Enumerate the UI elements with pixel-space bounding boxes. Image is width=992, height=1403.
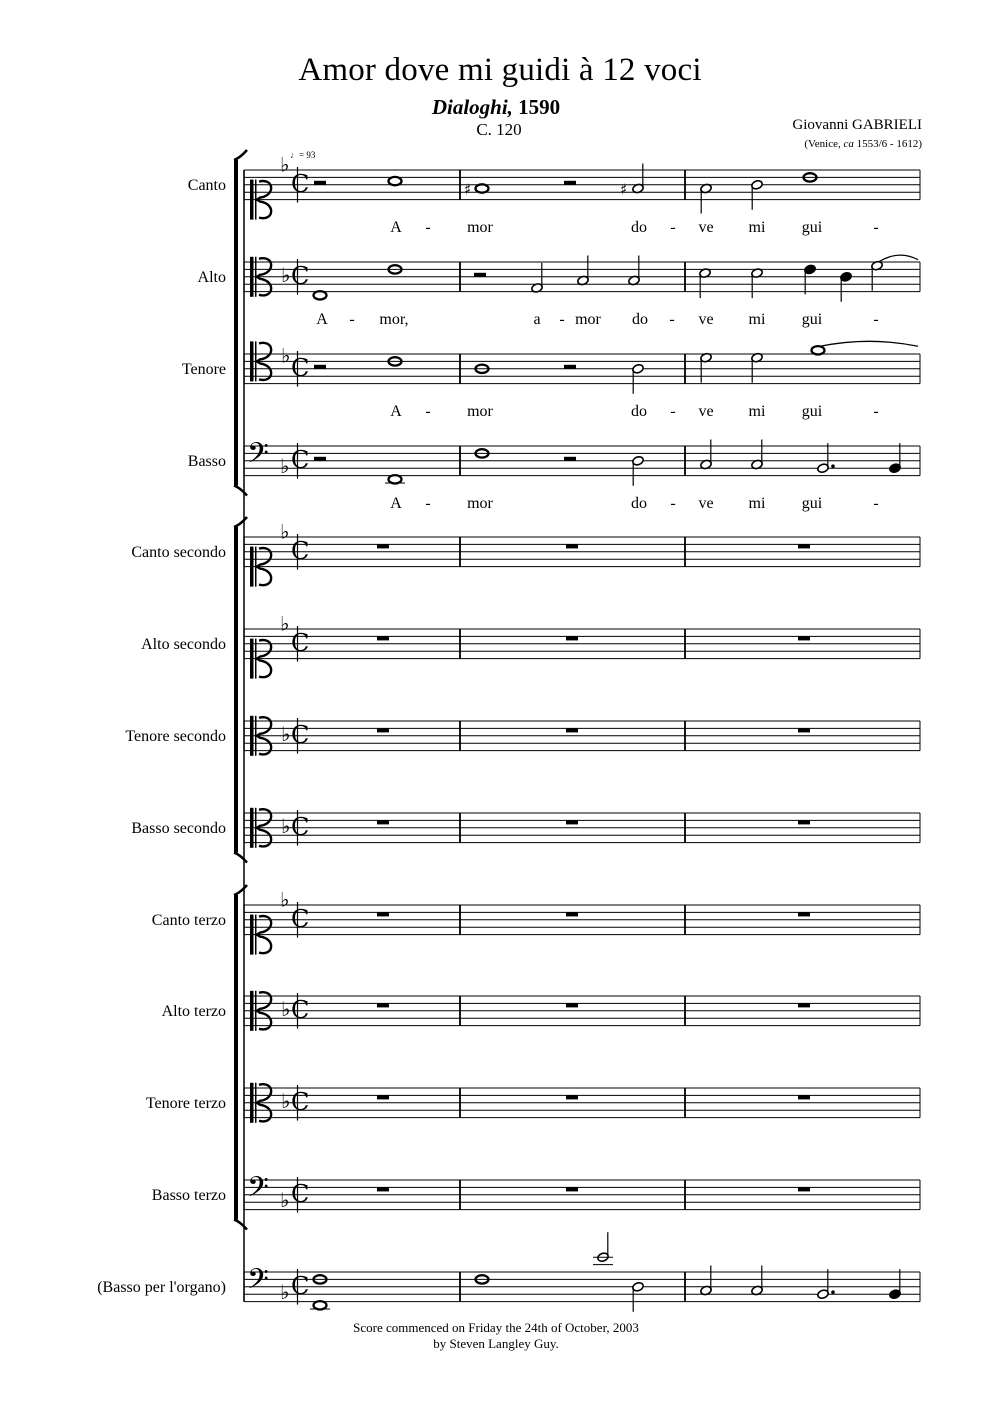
flat-sign: ♭ [281, 996, 291, 1021]
quarter-note [889, 1269, 902, 1299]
bracket-top [234, 517, 247, 527]
lyric-syllable: gui [801, 219, 823, 236]
whole-note [385, 475, 405, 483]
lyric-syllable: - [425, 403, 431, 420]
bracket-top [234, 150, 247, 160]
half-note [751, 268, 764, 298]
notehead [476, 184, 489, 192]
half-rest [314, 457, 326, 461]
time-signature: C [291, 905, 310, 933]
notehead [389, 475, 402, 483]
flat-sign: ♭ [281, 343, 291, 368]
half-rest [564, 365, 576, 369]
time-signature: C [291, 996, 310, 1024]
lyric-syllable: mi [748, 219, 766, 236]
time-signature: C [291, 1180, 310, 1208]
whole-rest [798, 1003, 810, 1007]
whole-rest [798, 1095, 810, 1099]
whole-rest [566, 1187, 578, 1191]
whole-note [314, 291, 327, 299]
half-note [751, 1266, 764, 1296]
catalog-number: C. 120 [476, 120, 522, 139]
clef-bar [250, 1083, 254, 1123]
half-note [871, 260, 884, 290]
notehead [314, 291, 327, 299]
half-note [620, 164, 644, 199]
lyric-syllable: - [873, 403, 879, 420]
half-rest [314, 365, 326, 369]
bass-clef: 𝄢 [247, 1171, 269, 1211]
staff-11 [146, 1083, 920, 1123]
flat-sign: ♭ [280, 1280, 290, 1305]
bass-clef: 𝄢 [247, 1263, 269, 1303]
sharp-sign: ♯ [620, 180, 628, 199]
lyric-syllable: gui [801, 495, 823, 512]
system-bracket-1 [234, 150, 247, 496]
lyric-syllable: mi [748, 403, 766, 420]
whole-rest [798, 728, 810, 732]
whole-rest [377, 912, 389, 916]
lyric-syllable: do [631, 219, 647, 236]
flat-sign: ♭ [280, 887, 290, 912]
whole-rest [377, 1187, 389, 1191]
lyric-syllable: mor [467, 403, 493, 420]
half-note [699, 268, 712, 298]
whole-rest [798, 544, 810, 548]
lyric-syllable: - [873, 495, 879, 512]
part-label: Tenore terzo [145, 1095, 226, 1112]
lyric-syllable: mi [748, 311, 766, 328]
whole-rest [798, 1187, 810, 1191]
flat-sign: ♭ [281, 1088, 291, 1113]
lyric-syllable: gui [801, 403, 823, 420]
half-note [577, 256, 590, 286]
quarter-note [840, 271, 853, 301]
clef-bar [250, 257, 254, 297]
time-signature: C [291, 262, 310, 290]
clef-bar [250, 180, 254, 220]
footer-line-2: by Steven Langley Guy. [433, 1336, 559, 1351]
part-label: Alto secondo [141, 636, 226, 653]
lyric-syllable: do [631, 403, 647, 420]
footer-line-1: Score commenced on Friday the 24th of October, 2003 [353, 1320, 639, 1335]
clef-bar [250, 991, 254, 1031]
quarter-note [889, 443, 902, 473]
part-label: Canto [187, 177, 226, 194]
lyric-syllable: ve [698, 311, 714, 328]
half-note [817, 1269, 835, 1299]
lyric-syllable: - [873, 311, 879, 328]
lyric-syllable: mor [467, 219, 493, 236]
time-signature: C [291, 629, 310, 657]
whole-note [812, 346, 825, 354]
staff-9 [152, 887, 920, 954]
part-label: Alto terzo [161, 1003, 226, 1020]
flat-sign: ♭ [281, 721, 291, 746]
lyric-syllable: do [632, 311, 648, 328]
flat-sign: ♭ [280, 519, 290, 544]
flat-sign: ♭ [281, 262, 291, 287]
half-rest [314, 181, 326, 185]
staff-1 [188, 152, 920, 219]
lyric-syllable: - [670, 219, 676, 236]
lyric-syllable: mi [748, 495, 766, 512]
half-note [632, 363, 645, 393]
flat-sign: ♭ [280, 454, 290, 479]
tempo-mark: ♩= 93 [290, 150, 316, 160]
lyric-syllable: mor [467, 495, 493, 512]
tie [879, 255, 918, 262]
whole-rest [566, 820, 578, 824]
time-signature: C [291, 170, 310, 198]
time-signature: C [291, 813, 310, 841]
staff-13 [97, 1263, 920, 1305]
lyric-syllable: mor [575, 311, 601, 328]
part-label: Basso [187, 453, 226, 470]
lyric-syllable: - [349, 311, 355, 328]
lyric-syllable: - [669, 311, 675, 328]
part-label: Alto [197, 269, 226, 286]
staff-2 [198, 257, 920, 297]
time-signature: C [291, 721, 310, 749]
whole-note [389, 177, 402, 185]
staff-3 [182, 341, 920, 386]
part-label: Basso terzo [151, 1187, 226, 1204]
lyric-syllable: - [873, 219, 879, 236]
part-label: Tenore secondo [125, 728, 226, 745]
half-rest [564, 457, 576, 461]
time-signature: C [291, 537, 310, 565]
lyric-syllable: do [631, 495, 647, 512]
half-note [751, 352, 764, 382]
whole-rest [566, 636, 578, 640]
flat-sign: ♭ [280, 1188, 290, 1213]
time-signature: C [291, 446, 310, 474]
whole-rest [798, 820, 810, 824]
composer-dates: (Venice, ca 1553/6 - 1612) [804, 138, 922, 150]
flat-sign: ♭ [280, 152, 290, 177]
whole-rest [377, 1003, 389, 1007]
clef-bar [250, 915, 254, 955]
part-label: Tenore [181, 361, 226, 378]
half-note [531, 263, 544, 293]
half-note [632, 1281, 645, 1311]
whole-note [310, 1301, 330, 1309]
staff-10 [162, 991, 920, 1031]
lyric-syllable: a [533, 311, 541, 328]
whole-rest [377, 820, 389, 824]
half-note [700, 183, 713, 213]
flat-sign: ♭ [280, 611, 290, 636]
part-label: Canto secondo [131, 544, 226, 561]
lyric-syllable: - [670, 495, 676, 512]
time-signature: C [291, 354, 310, 382]
clef-bar [250, 639, 254, 679]
whole-rest [566, 912, 578, 916]
part-label: (Basso per l'organo) [97, 1279, 226, 1296]
half-note [593, 1232, 613, 1264]
half-note [632, 455, 645, 485]
half-note [700, 352, 713, 382]
lyric-syllable: A [390, 495, 402, 512]
staff-6 [141, 611, 920, 678]
notehead [812, 346, 825, 354]
whole-rest [798, 912, 810, 916]
lyric-syllable: - [670, 403, 676, 420]
half-rest [474, 273, 486, 277]
bracket-bottom [234, 853, 247, 863]
whole-rest [566, 1095, 578, 1099]
time-signature: C [291, 1088, 310, 1116]
half-rest [564, 181, 576, 185]
staff-12 [152, 1171, 920, 1213]
clef-bar [250, 547, 254, 587]
half-note [817, 443, 835, 473]
time-signature: C [291, 1272, 310, 1300]
lyric-syllable: ve [698, 403, 714, 420]
clef-bar [250, 716, 254, 756]
lyric-syllable: gui [801, 311, 823, 328]
whole-rest [566, 728, 578, 732]
source-year: 1590 [518, 95, 561, 119]
lyric-syllable: - [559, 311, 565, 328]
score-title: Amor dove mi guidi à 12 voci [298, 52, 702, 88]
staff-5 [131, 519, 920, 586]
lyric-syllable: A [390, 403, 402, 420]
flat-sign: ♭ [281, 813, 291, 838]
source-title: Dialoghi, [431, 95, 513, 119]
lyric-syllable: mor, [379, 311, 409, 328]
half-note [751, 440, 764, 470]
half-note [700, 440, 713, 470]
half-note [628, 256, 641, 286]
system-bracket-3 [234, 885, 247, 1230]
whole-note [464, 181, 489, 199]
lyric-syllable: A [316, 311, 328, 328]
notehead [314, 1301, 327, 1309]
lyric-syllable: - [425, 495, 431, 512]
clef-bar [250, 808, 254, 848]
staff-8 [131, 808, 920, 848]
bracket-bottom [234, 486, 247, 496]
composer-name: Giovanni GABRIELI [792, 117, 922, 133]
bracket-top [234, 885, 247, 895]
dot [831, 464, 835, 468]
notehead [389, 177, 402, 185]
lyric-syllable: ve [698, 219, 714, 236]
sharp-sign: ♯ [464, 180, 472, 199]
whole-rest [377, 1095, 389, 1099]
system-bracket-2 [234, 517, 247, 863]
half-note [700, 1266, 713, 1296]
half-note [751, 179, 764, 209]
whole-rest [566, 1003, 578, 1007]
dot [831, 1290, 835, 1294]
whole-rest [377, 636, 389, 640]
part-label: Basso secondo [131, 820, 226, 837]
clef-bar [250, 341, 254, 381]
whole-rest [377, 544, 389, 548]
whole-rest [566, 544, 578, 548]
whole-rest [377, 728, 389, 732]
staff-4 [188, 437, 920, 479]
whole-rest [798, 636, 810, 640]
score-footer [0, 1320, 992, 1352]
lyric-syllable: A [390, 219, 402, 236]
quarter-note [804, 264, 817, 294]
lyric-syllable: ve [698, 495, 714, 512]
bass-clef: 𝄢 [247, 437, 269, 477]
lyric-syllable: - [425, 219, 431, 236]
tie [820, 341, 918, 346]
part-label: Canto terzo [151, 912, 226, 929]
bracket-bottom [234, 1220, 247, 1230]
